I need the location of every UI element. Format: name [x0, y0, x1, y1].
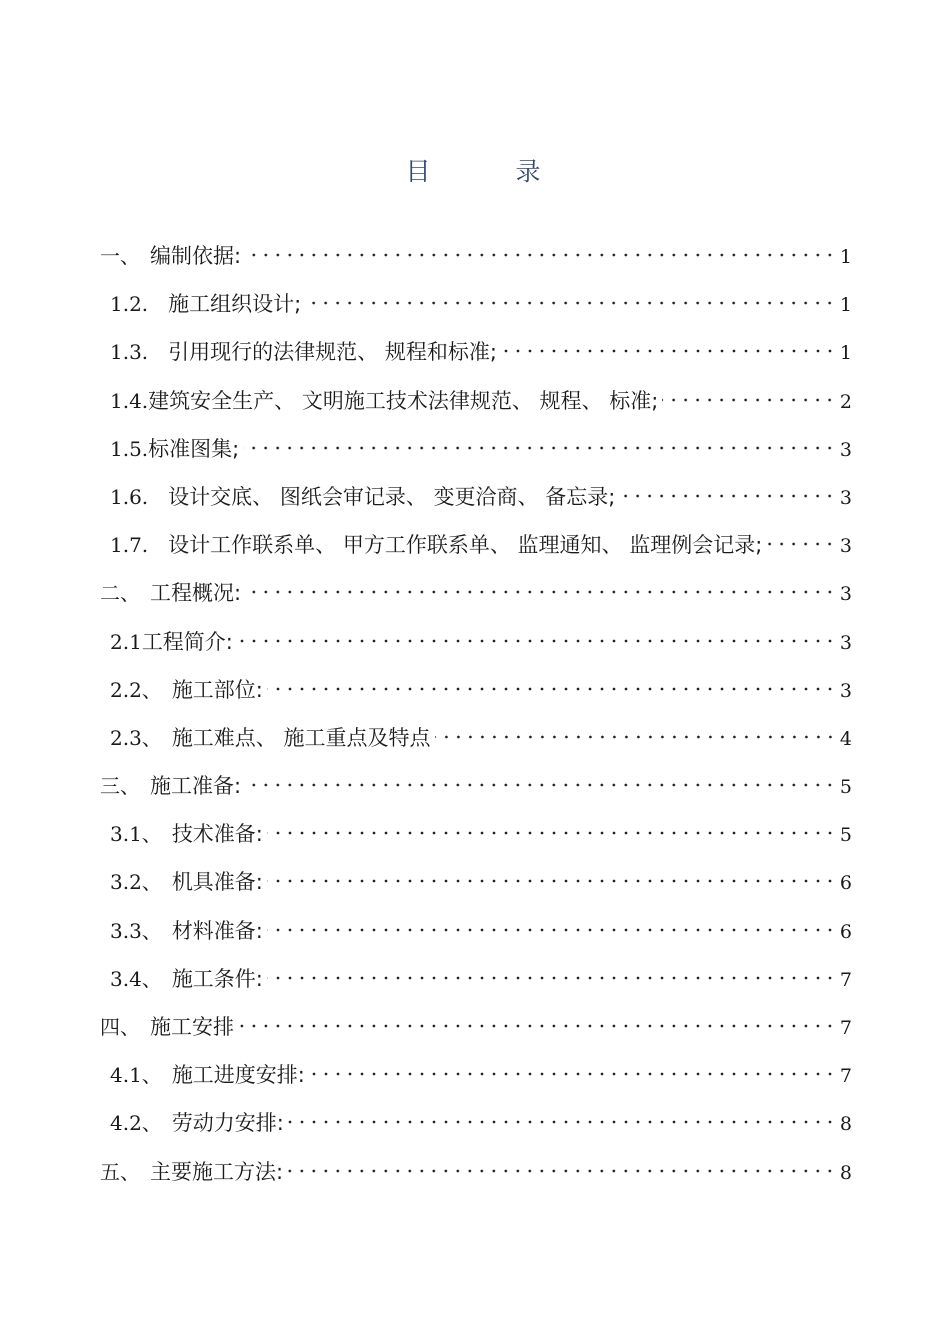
toc-dot-leader — [435, 734, 836, 740]
toc-entry[interactable] — [100, 1099, 852, 1147]
toc-dot-leader — [662, 397, 836, 403]
toc-dot-leader — [305, 300, 836, 306]
toc-entry[interactable] — [100, 521, 852, 569]
toc-dot-leader — [267, 686, 836, 692]
toc-entry-text: 技术准备: — [171, 822, 263, 847]
toc-entry[interactable] — [100, 1003, 852, 1051]
toc-page-number: 1 — [839, 342, 852, 365]
toc-entry-text: 引用现行的法律规范、 规程和标准; — [168, 340, 497, 365]
toc-entry-number: 1.3. — [110, 340, 169, 365]
toc-entry-text: 标准图集; — [148, 436, 240, 461]
toc-entry-number: 三、 — [100, 774, 150, 799]
toc-entry-label — [100, 1003, 234, 1051]
toc-entry-number: 3.3、 — [110, 918, 172, 943]
toc-entry[interactable] — [100, 858, 852, 906]
toc-dot-leader — [237, 638, 836, 644]
toc-dot-leader — [287, 1168, 836, 1174]
toc-entry-text: 施工部位: — [171, 677, 263, 702]
toc-entry-text: 编制依据: — [150, 244, 242, 268]
toc-entry[interactable] — [100, 328, 852, 376]
toc-entry[interactable] — [100, 907, 852, 955]
toc-dot-leader — [267, 975, 836, 981]
toc-dot-leader — [501, 348, 836, 354]
toc-dot-leader — [766, 541, 836, 547]
toc-entry-text: 劳动力安排: — [171, 1111, 284, 1136]
toc-dot-leader — [267, 927, 836, 933]
toc-dot-leader — [245, 782, 836, 788]
toc-entry-number: 1.5. — [110, 436, 149, 461]
toc-dot-leader — [243, 445, 836, 451]
toc-page-number: 3 — [839, 679, 852, 702]
toc-entry-label — [110, 280, 301, 328]
toc-entry-text: 施工安排 — [150, 1015, 234, 1039]
toc-entry[interactable] — [100, 473, 852, 521]
toc-dot-leader — [245, 252, 836, 258]
toc-entry-number: 二、 — [100, 581, 150, 606]
table-of-contents — [100, 232, 852, 1196]
toc-entry-number: 四、 — [100, 1015, 150, 1039]
toc-dot-leader — [309, 1071, 836, 1077]
toc-page-number: 7 — [839, 968, 852, 991]
toc-entry-number: 1.2. — [110, 292, 169, 317]
toc-entry[interactable] — [100, 762, 852, 810]
toc-page-number: 5 — [839, 776, 852, 799]
toc-entry-text: 施工进度安排: — [171, 1063, 305, 1088]
toc-entry-label — [110, 955, 263, 1003]
toc-entry[interactable] — [100, 618, 852, 666]
toc-entry-number: 3.4、 — [110, 966, 172, 991]
toc-entry[interactable] — [100, 1148, 852, 1196]
toc-entry-label — [110, 473, 615, 521]
toc-entry[interactable] — [100, 666, 852, 714]
toc-entry-label — [110, 618, 233, 666]
toc-dot-leader — [238, 1023, 836, 1029]
toc-entry[interactable] — [100, 955, 852, 1003]
toc-entry-number: 3.1、 — [110, 822, 172, 847]
toc-entry-label — [110, 907, 263, 955]
toc-entry-label — [110, 521, 762, 569]
toc-entry-label — [110, 377, 658, 425]
toc-entry-text: 施工难点、 施工重点及特点 — [171, 725, 431, 750]
toc-page-number: 2 — [839, 390, 852, 413]
toc-page-number: 1 — [839, 246, 852, 268]
toc-entry[interactable] — [100, 280, 852, 328]
toc-entry-label — [100, 1148, 283, 1196]
toc-entry[interactable] — [100, 377, 852, 425]
toc-entry[interactable] — [100, 714, 852, 762]
toc-page-number: 7 — [839, 1065, 852, 1088]
toc-page-number: 6 — [839, 920, 852, 943]
toc-page-number: 3 — [839, 631, 852, 654]
toc-page-number: 8 — [839, 1113, 852, 1136]
toc-entry-number: 3.2、 — [110, 870, 172, 895]
toc-entry-label — [100, 569, 241, 617]
toc-dot-leader — [245, 589, 836, 595]
toc-entry-number: 一、 — [100, 244, 150, 268]
toc-entry-text: 工程概况: — [150, 581, 242, 606]
toc-entry-number: 2.1 — [110, 629, 142, 654]
toc-page-number: 4 — [839, 727, 852, 750]
toc-dot-leader — [288, 1119, 836, 1125]
toc-entry-number: 2.3、 — [110, 725, 172, 750]
toc-page-number: 6 — [839, 872, 852, 895]
toc-dot-leader — [267, 878, 836, 884]
toc-entry-label — [100, 762, 241, 810]
toc-dot-leader — [619, 493, 836, 499]
toc-entry-label — [110, 1099, 284, 1147]
toc-entry-text: 设计交底、 图纸会审记录、 变更洽商、 备忘录; — [168, 484, 616, 509]
toc-entry-label — [110, 1051, 305, 1099]
toc-entry[interactable] — [100, 569, 852, 617]
toc-entry-text: 建筑安全生产、 文明施工技术法律规范、 规程、 标准; — [148, 388, 659, 413]
toc-entry-text: 主要施工方法: — [150, 1159, 284, 1184]
page-title: 目 录 — [405, 157, 571, 186]
toc-page-number: 5 — [839, 824, 852, 847]
toc-entry-label — [110, 714, 431, 762]
toc-entry-text: 施工准备: — [150, 774, 242, 799]
toc-page-number: 7 — [839, 1017, 852, 1039]
toc-entry-number: 1.7. — [110, 533, 169, 558]
toc-entry-number: 1.4. — [110, 388, 149, 413]
toc-entry-text: 施工组织设计; — [168, 292, 302, 317]
toc-entry-text: 工程简介: — [141, 629, 233, 654]
toc-entry-label — [110, 858, 263, 906]
toc-page-number: 1 — [839, 294, 852, 317]
toc-entry-number: 2.2、 — [110, 677, 172, 702]
toc-entry[interactable] — [100, 1051, 852, 1099]
toc-entry-label — [100, 232, 241, 280]
toc-page-number: 3 — [839, 486, 852, 509]
toc-entry-label — [110, 328, 497, 376]
toc-entry-number: 五、 — [100, 1159, 150, 1184]
toc-entry-text: 设计工作联系单、 甲方工作联系单、 监理通知、 监理例会记录; — [168, 533, 763, 558]
toc-entry[interactable] — [100, 425, 852, 473]
toc-entry-label — [110, 666, 263, 714]
toc-entry-text: 机具准备: — [171, 870, 263, 895]
toc-page-number: 3 — [839, 535, 852, 558]
toc-entry-text: 施工条件: — [171, 966, 263, 991]
toc-entry-text: 材料准备: — [171, 918, 263, 943]
toc-entry-label — [110, 425, 239, 473]
toc-entry-label — [110, 810, 263, 858]
toc-page-number: 3 — [839, 438, 852, 461]
toc-entry-number: 4.2、 — [110, 1111, 172, 1136]
toc-entry[interactable] — [100, 232, 852, 280]
toc-entry-number: 1.6. — [110, 484, 169, 509]
toc-page-number: 8 — [839, 1161, 852, 1184]
toc-dot-leader — [267, 830, 836, 836]
toc-entry[interactable] — [100, 810, 852, 858]
toc-page-number: 3 — [839, 583, 852, 606]
toc-entry-number: 4.1、 — [110, 1063, 172, 1088]
